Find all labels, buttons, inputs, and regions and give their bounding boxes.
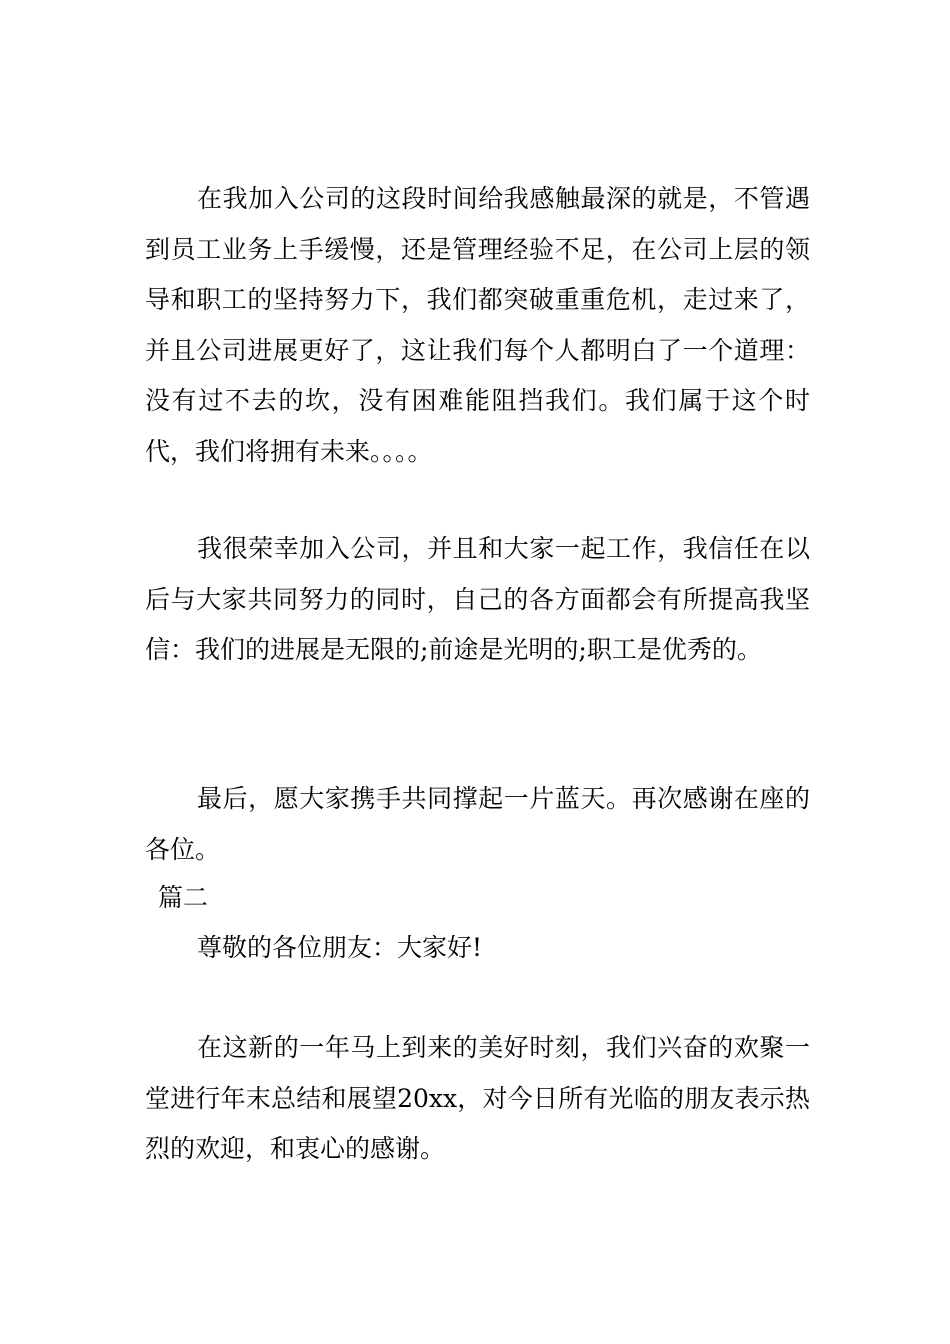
body-paragraph: 我很荣幸加入公司，并且和大家一起工作，我信任在以后与大家共同努力的同时，自己的各方面都会有所提高我坚信：我们的进展是无限的;前途是光明的;职工是优秀的。 [145, 534, 810, 664]
greeting-paragraph: 尊敬的各位朋友：大家好! [197, 933, 483, 962]
body-paragraph: 最后，愿大家携手共同撑起一片蓝天。再次感谢在座的各位。 [145, 784, 810, 864]
body-paragraph: 在这新的一年马上到来的美好时刻，我们兴奋的欢聚一堂进行年末总结和展望20xx，对今日所有光临的朋友表示热烈的欢迎，和衷心的感谢。 [145, 1033, 810, 1163]
body-paragraph: 在我加入公司的这段时间给我感触最深的就是，不管遇到员工业务上手缓慢，还是管理经验不足，在公司上层的领导和职工的坚持努力下，我们都突破重重危机，走过来了，并且公司进展更好了，这让我们每个人都明白了一个道理：没有过不去的坎，没有困难能阻挡我们。我们属于这个时代，我们将拥有未来。。。。 [145, 184, 810, 466]
section-heading: 篇二 [158, 883, 209, 912]
